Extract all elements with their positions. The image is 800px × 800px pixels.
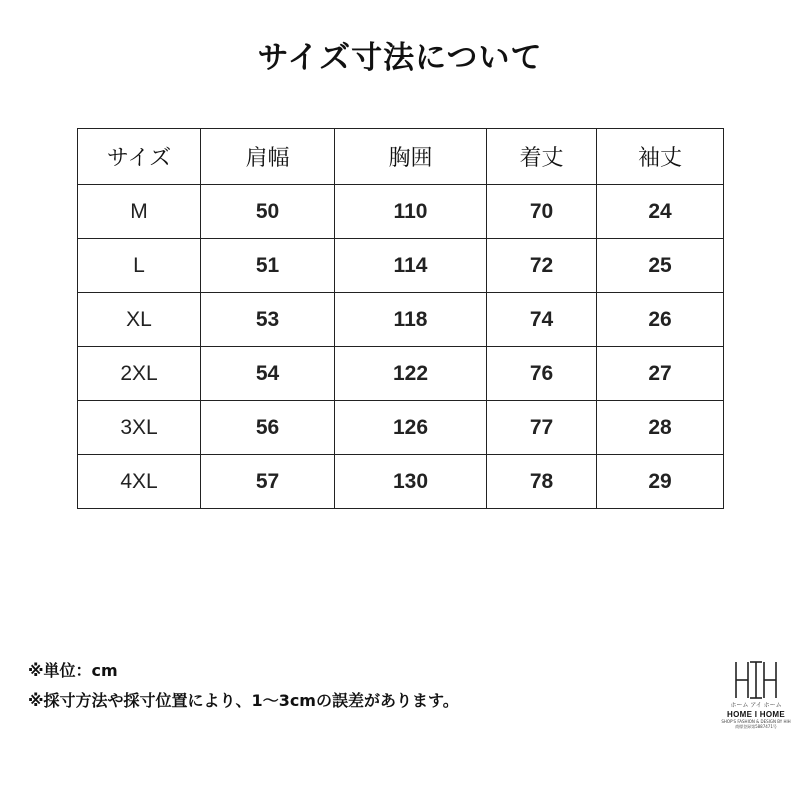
logo-brand: HOME I HOME [727, 710, 785, 719]
header-length: 着丈 [487, 129, 597, 185]
chest-cell: 114 [335, 239, 487, 293]
chest-cell: 126 [335, 401, 487, 455]
table-row [78, 239, 724, 293]
table-row [78, 401, 724, 455]
shoulder-cell: 50 [201, 185, 335, 239]
header-sleeve-length: 袖丈 [597, 129, 724, 185]
sleeve-cell: 25 [597, 239, 724, 293]
shoulder-cell: 56 [201, 401, 335, 455]
brand-logo [720, 660, 792, 740]
hih-monogram-icon [733, 660, 779, 700]
chest-cell: 130 [335, 455, 487, 509]
length-cell: 72 [487, 239, 597, 293]
unit-note: ※単位：cm [28, 661, 118, 680]
size-chart-table [77, 128, 724, 509]
logo-registration: 商標登録第5887471号 [735, 724, 777, 729]
shoulder-cell: 54 [201, 347, 335, 401]
shoulder-cell: 51 [201, 239, 335, 293]
sleeve-cell: 26 [597, 293, 724, 347]
chest-cell: 118 [335, 293, 487, 347]
table-row [78, 185, 724, 239]
chest-cell: 110 [335, 185, 487, 239]
shoulder-cell: 53 [201, 293, 335, 347]
sleeve-cell: 24 [597, 185, 724, 239]
sleeve-cell: 29 [597, 455, 724, 509]
size-cell: L [78, 239, 201, 293]
size-cell: M [78, 185, 201, 239]
tolerance-note: ※採寸方法や採寸位置により、1～3cmの誤差があります。 [28, 691, 459, 710]
notes [28, 656, 459, 716]
size-cell: 4XL [78, 455, 201, 509]
logo-kana: ホーム アイ ホーム [730, 702, 782, 709]
length-cell: 77 [487, 401, 597, 455]
logo-tagline: SHOP'S FASHION & DESIGN BY HIH [721, 719, 791, 724]
sleeve-cell: 27 [597, 347, 724, 401]
chest-cell: 122 [335, 347, 487, 401]
header-chest: 胸囲 [335, 129, 487, 185]
shoulder-cell: 57 [201, 455, 335, 509]
size-cell: XL [78, 293, 201, 347]
table-row [78, 347, 724, 401]
length-cell: 78 [487, 455, 597, 509]
table-row [78, 455, 724, 509]
sleeve-cell: 28 [597, 401, 724, 455]
length-cell: 76 [487, 347, 597, 401]
header-shoulder-width: 肩幅 [201, 129, 335, 185]
page-title: サイズ寸法について [257, 40, 543, 76]
length-cell: 70 [487, 185, 597, 239]
size-cell: 2XL [78, 347, 201, 401]
header-size: サイズ [78, 129, 201, 185]
table-row [78, 293, 724, 347]
size-cell: 3XL [78, 401, 201, 455]
table-header-row [78, 129, 724, 185]
length-cell: 74 [487, 293, 597, 347]
